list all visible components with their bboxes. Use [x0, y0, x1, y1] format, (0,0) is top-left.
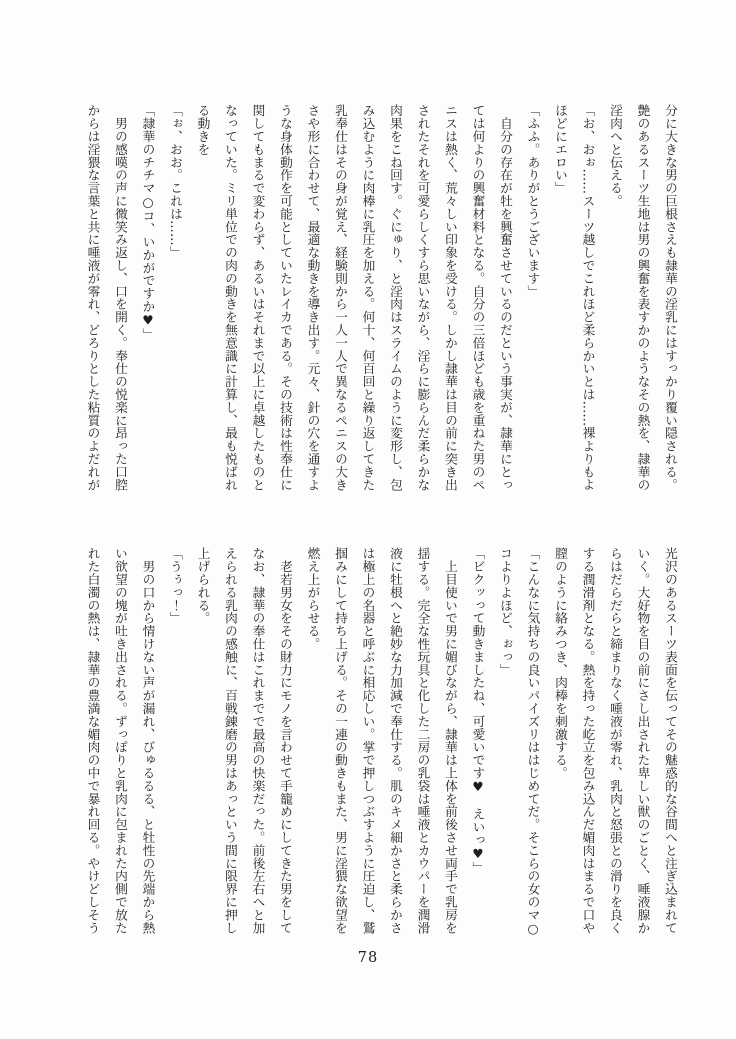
text-column: 上げられる。	[195, 547, 211, 625]
text-column: 淫肉へと伝える。	[608, 104, 623, 208]
text-column: 男の口から情けない声が漏れ、びゅるるる、と牡性の先端から熱	[140, 547, 156, 934]
text-column: 艶のあるスーツ生地は男の興奮を表すかのようなその熱を、隷華の	[635, 104, 651, 491]
text-column: いく。大好物を目の前にさし出された卑しい獣のごとく、唾液腺か	[635, 547, 651, 934]
text-column: 乳奉仕はその身が覚え、経験則から一人一人で異なるペニスの大き	[333, 104, 348, 491]
text-column: ては何よりの興奮材料となる。自分の三倍ほども歳を重ねた男のペ	[470, 104, 486, 491]
text-column: うな身体動作を可能としていたレイカである。その技術は性奉仕に	[278, 104, 293, 491]
text-column: 老若男女をその財力にモノを言わせて手籠めにしてきた男をして	[278, 547, 293, 934]
text-column: 光沢のあるスーツ表面を伝ってその魅惑的な谷間へと注ぎ込まれて	[663, 547, 678, 934]
text-column: 分に大きな男の巨根さえも隷華の淫乳にはすっかり覆い隠される。	[663, 104, 678, 491]
text-column: えられる乳肉の感触に、百戦錬磨の男はあっという間に限界に押し	[223, 547, 238, 934]
text-column: 膣のように絡みつき、肉棒を刺激する。	[553, 547, 568, 780]
text-column: れた白濁の熱は、隷華の豊満な媚肉の中で暴れ回る。やけどしそう	[85, 547, 101, 934]
text-column: 液に牡根へと絶妙な力加減で奉仕する。肌のキメ細かさと柔らかさ	[388, 547, 403, 934]
text-column: 関してもまるで変わらず、あるいはそれまで以上に卓越したものと	[250, 104, 266, 491]
text-column: ほどにエロい」	[553, 104, 568, 195]
text-column: 掴みにして持ち上げる。その一連の動きもまた、男に淫猥な欲望を	[333, 547, 348, 934]
text-column: なお、隷華の奉仕はこれまでで最高の快楽だった。前後左右へと加	[250, 547, 266, 934]
text-column: 「お、おぉ……スーツ越しでこれほど柔らかいとは……裸よりもよ	[580, 104, 596, 491]
text-column: 「隷華のチチマ○コ、いかがですか♥」	[140, 104, 156, 341]
text-column: ニスは熱く、荒々しい印象を受ける。しかし隷華は目の前に突き出	[443, 104, 458, 491]
text-column: る動きを	[195, 104, 211, 156]
text-column: さや形に合わせて、最適な動きを導き出す。元々、針の穴を通すよ	[305, 104, 321, 491]
text-column: 燃え上がらせる。	[305, 547, 321, 651]
text-column: は極上の名器と呼ぶに相応しい。掌で押しつぶすように圧迫し、鷲	[360, 547, 376, 934]
text-column: 「ビクッって動きましたね、可愛いです♥ えいっ♥」	[470, 547, 486, 875]
text-column: からは淫猥な言葉と共に唾液が零れ、どろりとした粘質のよだれが	[85, 104, 101, 491]
text-column: 自分の存在が牡を興奮させているのだという事実が、隷華にとっ	[498, 104, 513, 491]
text-column: らはだらだらと締まりなく唾液が零れ、乳肉と怒張との滑りを良く	[608, 547, 623, 934]
text-column: 「ぉ、おお。これは……」	[168, 104, 183, 259]
text-column: 「ふふ。ありがとうございます」	[525, 104, 541, 298]
text-column: 「うぅっ！」	[168, 547, 183, 625]
text-column: い欲望の塊が吐き出される。ずっぽりと乳肉に包まれた内側で放た	[113, 547, 128, 934]
text-column: 肉果をこね回す。ぐにゅり、と淫肉はスライムのように変形し、包	[388, 104, 403, 491]
text-column: 「こんなに気持ちの良いパイズリははじめてだ。そこらの女のマ○	[525, 547, 541, 937]
text-column: 男の感嘆の声に微笑み返し、口を開く。奉仕の悦楽に昂った口腔	[113, 104, 128, 491]
text-column: み込むように肉棒に乳圧を加える。何十、何百回と繰り返してきた	[360, 104, 376, 491]
text-column: 上目使いで男に媚びながら、隷華は上体を前後させ両手で乳房を	[443, 547, 458, 934]
page-number: 78	[357, 950, 379, 966]
text-column: 揺する。完全な性玩具と化した二房の乳袋は唾液とカウパーを潤滑	[415, 547, 431, 934]
text-column: なっていた。ミリ単位での肉の動きを無意識に計算し、最も悦ばれ	[223, 104, 238, 491]
text-block-bottom	[79, 547, 684, 937]
text-column: されたそれを可愛らしくすら思いながら、淫らに膨らんだ柔らかな	[415, 104, 431, 491]
text-block-top	[79, 104, 684, 491]
text-column: する潤滑剤となる。熱を持った屹立を包み込んだ媚肉はまるで口や	[580, 547, 596, 934]
text-column: コよりよほど、ぉっ」	[498, 547, 513, 676]
